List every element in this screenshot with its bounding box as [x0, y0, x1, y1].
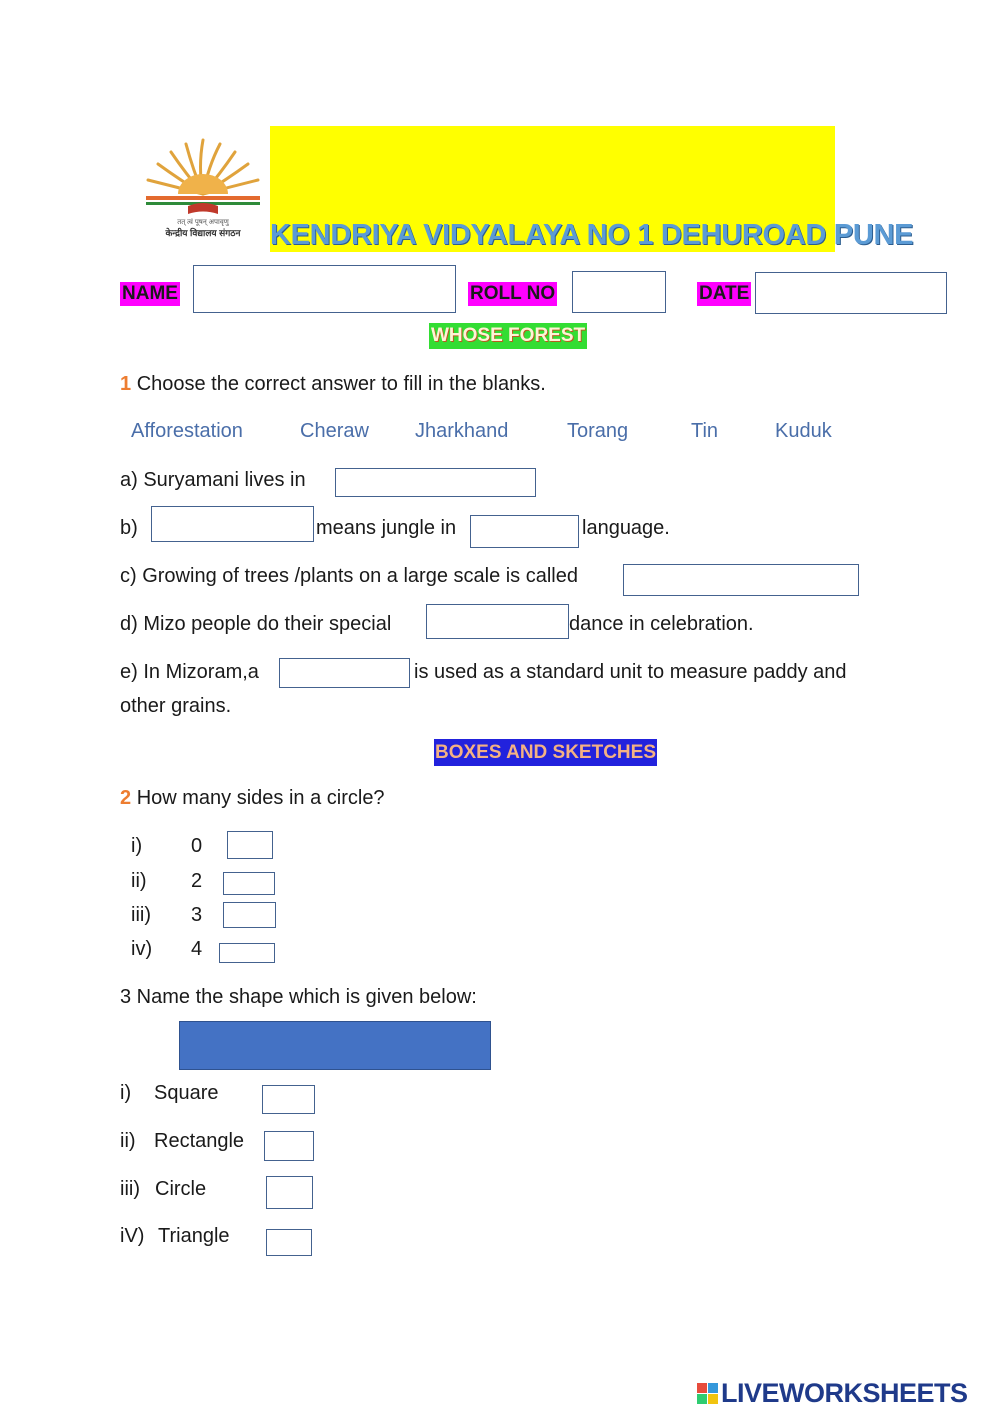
- item-c-text: c) Growing of trees /plants on a large scale is called: [120, 565, 578, 587]
- item-d-answer-field[interactable]: [426, 604, 569, 639]
- item-b-answer-field-2[interactable]: [470, 515, 579, 548]
- logo-motto: तत् त्वं पूषन् अपावृणु: [177, 219, 229, 226]
- item-b-answer-field-1[interactable]: [151, 506, 314, 542]
- q3-option-num: i): [120, 1082, 132, 1104]
- q2-option-checkbox[interactable]: [223, 872, 275, 895]
- sun-emblem-icon: [138, 132, 268, 222]
- q2-option-checkbox[interactable]: [219, 943, 275, 963]
- name-label: NAME: [122, 283, 178, 304]
- item-e-text: e) In Mizoram,a: [120, 661, 259, 683]
- q2-option-num: iii): [131, 904, 151, 926]
- liveworksheets-logo: [697, 1378, 968, 1408]
- item-b-middle-text: means jungle in: [316, 517, 457, 539]
- q3-option-num: iii): [120, 1178, 140, 1200]
- q3-option-checkbox[interactable]: [266, 1176, 313, 1209]
- question-2-number: 2: [120, 787, 132, 809]
- q3-option-checkbox[interactable]: [264, 1131, 314, 1161]
- q3-option-value: Circle: [155, 1178, 207, 1200]
- kvs-logo: [138, 132, 268, 240]
- word-bank-item: Cheraw: [300, 420, 369, 442]
- liveworksheets-brand: LIVEWORKSHEETS: [721, 1377, 968, 1408]
- q3-option-num: iV): [120, 1225, 145, 1247]
- question-2-text: How many sides in a circle?: [136, 787, 385, 809]
- q2-option-checkbox[interactable]: [227, 831, 273, 859]
- q2-option-value: 2: [191, 870, 203, 892]
- q3-option-value: Rectangle: [154, 1130, 245, 1152]
- item-a-answer-field[interactable]: [335, 468, 536, 497]
- question-1-text: Choose the correct answer to fill in the blanks.: [136, 373, 546, 395]
- q2-option-num: i): [131, 835, 143, 857]
- date-field[interactable]: [755, 272, 947, 314]
- q2-option-num: ii): [131, 870, 147, 892]
- section-title-boxes-and-sketches: BOXES AND SKETCHES: [434, 739, 657, 766]
- word-bank-item: Jharkhand: [415, 420, 509, 442]
- q2-option-checkbox[interactable]: [223, 902, 276, 928]
- question-3-text: 3 Name the shape which is given below:: [120, 986, 477, 1008]
- q3-option-value: Triangle: [158, 1225, 230, 1247]
- item-e-suffix-text: is used as a standard unit to measure paddy and: [414, 661, 847, 683]
- question-1-number: 1: [120, 373, 132, 395]
- word-bank-item: Afforestation: [131, 420, 243, 442]
- q2-option-value: 4: [191, 938, 203, 960]
- question-1: [120, 372, 546, 396]
- roll-no-field[interactable]: [572, 271, 666, 313]
- item-c-answer-field[interactable]: [623, 564, 859, 596]
- q3-option-checkbox[interactable]: [262, 1085, 315, 1114]
- q2-option-value: 0: [191, 835, 203, 857]
- item-b-label: b): [120, 517, 138, 539]
- roll-no-label: ROLL NO: [470, 283, 556, 304]
- word-bank-item: Torang: [567, 420, 629, 442]
- name-field[interactable]: [193, 265, 456, 313]
- item-e-answer-field[interactable]: [279, 658, 410, 688]
- logo-caption: केन्द्रीय विद्यालय संगठन: [165, 228, 241, 238]
- item-e-line2-text: other grains.: [120, 695, 232, 717]
- item-a-text: a) Suryamani lives in: [120, 469, 306, 491]
- q3-option-checkbox[interactable]: [266, 1229, 312, 1256]
- question-2: [120, 786, 385, 810]
- word-bank-item: Kuduk: [775, 420, 832, 442]
- item-d-suffix-text: dance in celebration.: [569, 613, 754, 635]
- rectangle-shape-figure: [179, 1021, 491, 1070]
- q3-option-num: ii): [120, 1130, 136, 1152]
- school-name: KENDRIYA VIDYALAYA NO 1 DEHUROAD PUNE: [270, 219, 914, 251]
- word-bank-item: Tin: [691, 420, 719, 442]
- item-b-suffix-text: language.: [582, 517, 670, 539]
- q2-option-value: 3: [191, 904, 203, 926]
- liveworksheets-icon: [697, 1383, 718, 1404]
- date-label: DATE: [699, 283, 750, 304]
- q2-option-num: iv): [131, 938, 153, 960]
- item-d-text: d) Mizo people do their special: [120, 613, 392, 635]
- q3-option-value: Square: [154, 1082, 219, 1104]
- section-title-whose-forest: WHOSE FOREST: [429, 323, 587, 349]
